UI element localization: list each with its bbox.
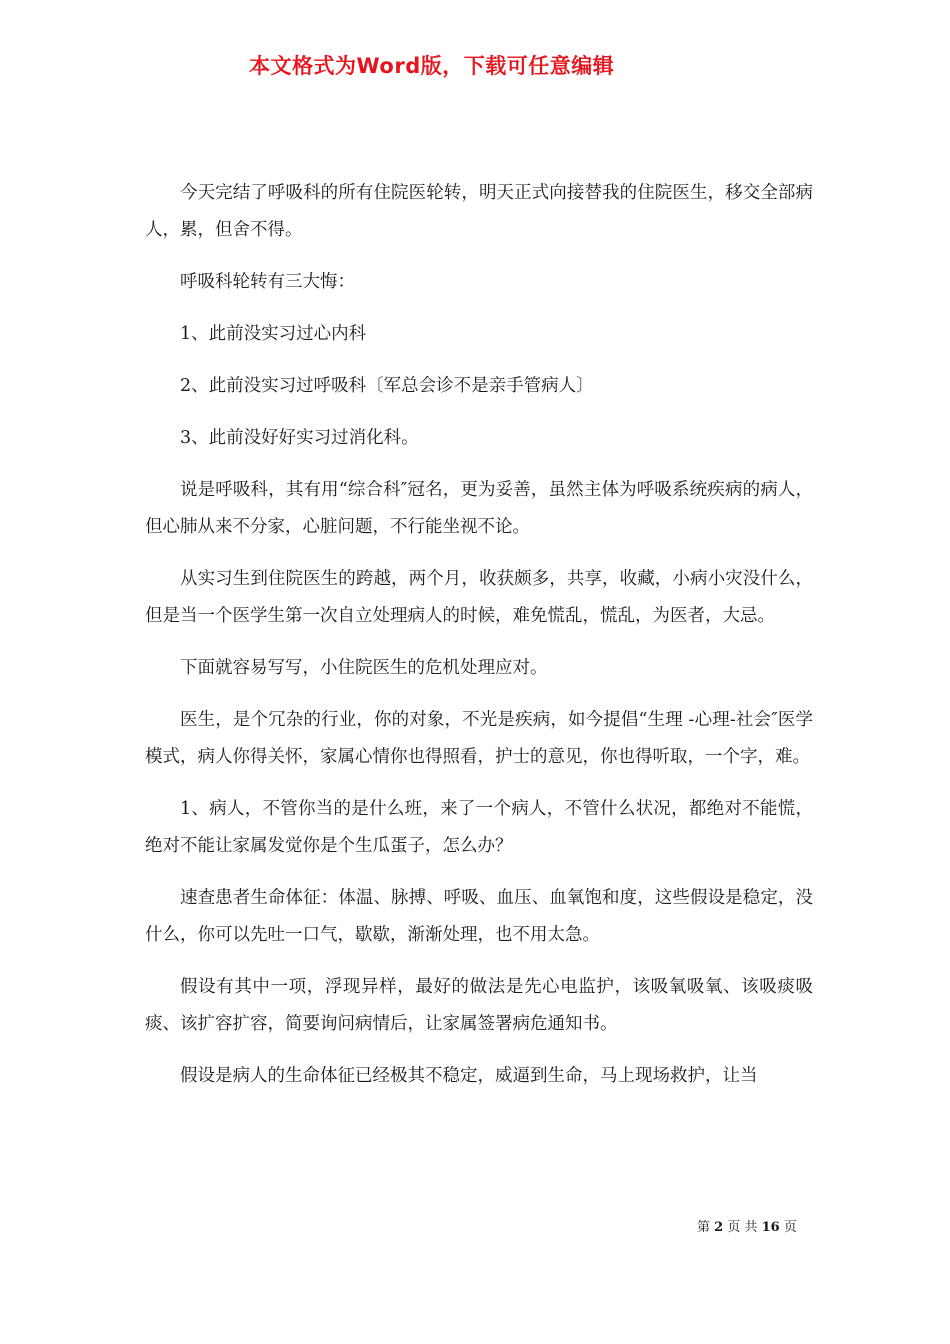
paragraph: 从实习生到住院医生的跨越，两个月，收获颇多，共享，收藏，小病小灾没什么，但是当一个医学生第一次自立处理病人的时候，难免慌乱，慌乱，为医者，大忌。 [145, 569, 813, 626]
paragraph: 下面就容易写写，小住院医生的危机处理应对。 [180, 658, 548, 678]
paragraph: 假设有其中一项，浮现异样，最好的做法是先心电监护，该吸氧吸氧、该吸痰吸痰、该扩容扩容，简要询问病情后，让家属签署病危通知书。 [145, 977, 813, 1034]
footer-prefix: 第 [697, 1220, 711, 1235]
footer-suffix: 页 [783, 1220, 797, 1235]
paragraph: 今天完结了呼吸科的所有住院医轮转，明天正式向接替我的住院医生，移交全部病人，累，但舍不得。 [145, 183, 813, 240]
current-page-number: 2 [714, 1220, 724, 1235]
paragraph: 说是呼吸科，其有用“综合科″冠名，更为妥善，虽然主体为呼吸系统疾病的病人，但心肺从来不分家，心脏问题，不行能坐视不论。 [145, 480, 813, 537]
paragraph: 假设是病人的生命体征已经极其不稳定，威逼到生命，马上现场救护，让当 [180, 1066, 758, 1086]
paragraph: 2、此前没实习过呼吸科〔军总会诊不是亲手管病人〕 [180, 376, 594, 396]
paragraph: 3、此前没好好实习过消化科。 [180, 428, 419, 448]
paragraph: 速查患者生命体征：体温、脉搏、呼吸、血压、血氧饱和度，这些假设是稳定，没什么，你可以先吐一口气，歇歇，渐渐处理，也不用太急。 [145, 888, 813, 945]
paragraph: 1、此前没实习过心内科 [180, 324, 367, 344]
paragraph: 1、病人，不管你当的是什么班，来了一个病人，不管什么状况，都绝对不能慌，绝对不能让家属发觉你是个生瓜蛋子，怎么办？ [145, 799, 813, 856]
document-body [145, 175, 813, 1110]
page-number-footer [697, 1216, 797, 1235]
document-banner: 本文格式为Word版，下载可任意编辑 [249, 54, 615, 78]
total-page-count: 16 [761, 1220, 780, 1235]
footer-middle: 页 共 [727, 1220, 758, 1235]
paragraph: 医生，是个冗杂的行业，你的对象，不光是疾病，如今提倡“生理 -心理-社会″医学模式，病人你得关怀，家属心情你也得照看，护士的意见，你也得听取，一个字，难。 [145, 710, 813, 767]
paragraph: 呼吸科轮转有三大悔： [180, 272, 355, 292]
